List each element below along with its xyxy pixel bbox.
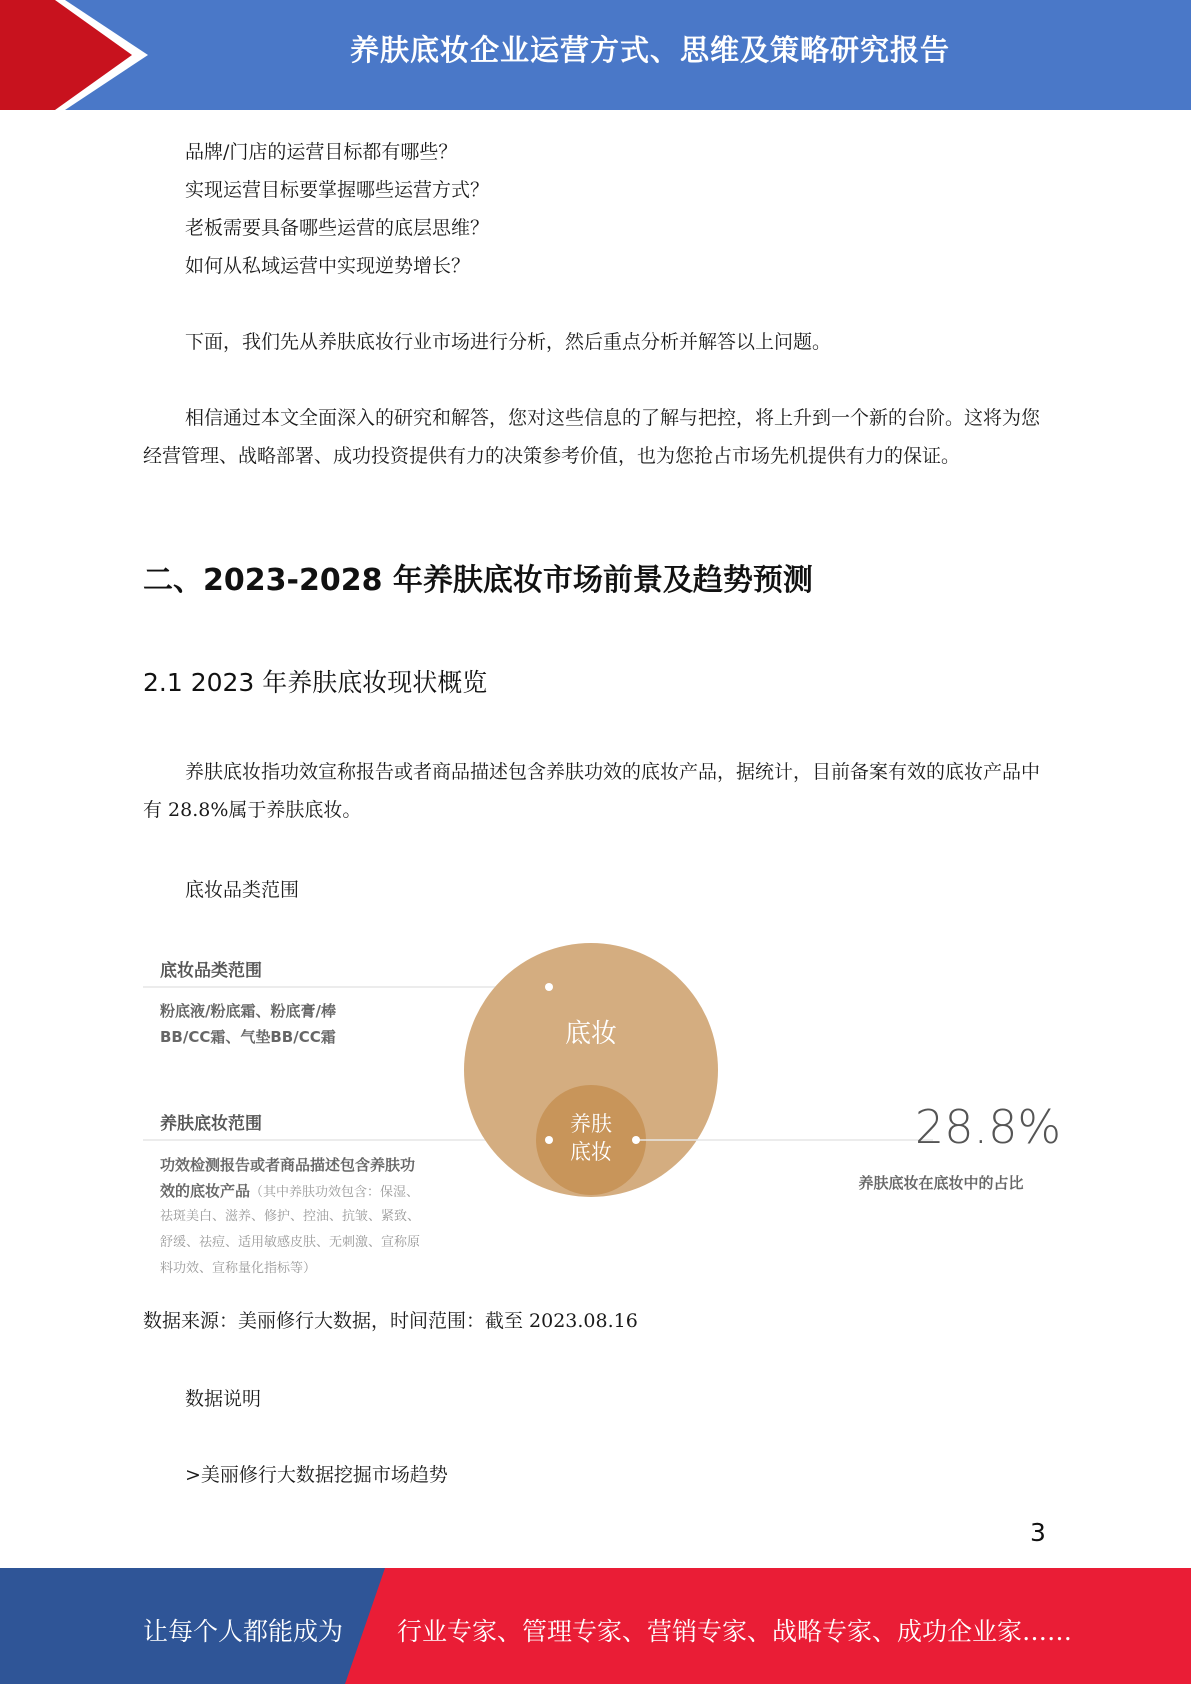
page-number: 3: [1030, 1518, 1046, 1547]
footer-slogan-left: 让每个人都能成为: [143, 1617, 344, 1646]
footer-slogan-right: 行业专家、管理专家、营销专家、战略专家、成功企业家……: [397, 1617, 1073, 1646]
intro-question: 如何从私域运营中实现逆势增长？: [185, 255, 471, 277]
paragraph-overview: 养肤底妆指功效宣称报告或者商品描述包含养肤功效的底妆产品，据统计，目前备案有效的底妆产品中有 28.8%属于养肤底妆。: [143, 761, 1041, 821]
small-circle-line: 底妆: [570, 1140, 612, 1164]
group2-title: 养肤底妆范围: [160, 1114, 262, 1134]
figure-caption: 底妆品类范围: [185, 879, 300, 901]
group1-line: 粉底液/粉底霜、粉底膏/棒: [160, 1002, 336, 1020]
group2-line: 舒缓、祛痘、适用敏感皮肤、无刺激、宣称原: [160, 1235, 421, 1250]
source-note: 数据来源：美丽修行大数据，时间范围：截至 2023.08.16: [143, 1310, 638, 1332]
group2-line-bold: 效的底妆产品: [160, 1182, 251, 1200]
category-figure: [143, 930, 1062, 1285]
group2-line: [160, 1178, 419, 1206]
group2-line: 祛斑美白、滋养、修护、控油、抗皱、紧致、: [160, 1209, 421, 1224]
data-desc-item: >美丽修行大数据挖掘市场趋势: [185, 1464, 448, 1486]
percent-caption: 养肤底妆在底妆中的占比: [858, 1174, 1024, 1192]
paragraph-value: 相信通过本文全面深入的研究和解答，您对这些信息的了解与把控，将上升到一个新的台阶。这将为您经营管理、战略部署、成功投资提供有力的决策参考价值，也为您抢占市场先机提供有力的保证。: [143, 407, 1041, 467]
small-circle-line: 养肤: [570, 1112, 612, 1136]
small-circle-label: [541, 1110, 641, 1166]
group1-line: BB/CC霜、气垫BB/CC霜: [160, 1028, 336, 1046]
group2-line: 料功效、宣称量化指标等）: [160, 1261, 317, 1276]
intro-question: 老板需要具备哪些运营的底层思维？: [185, 217, 490, 239]
big-circle-label: 底妆: [564, 1019, 617, 1049]
report-title: 养肤底妆企业运营方式、思维及策略研究报告: [349, 33, 950, 67]
section-heading: 二、2023-2028 年养肤底妆市场前景及趋势预测: [143, 563, 813, 598]
sub-heading: 2.1 2023 年养肤底妆现状概览: [143, 668, 488, 697]
group1-title: 底妆品类范围: [160, 961, 262, 981]
group2-line-light: （其中养肤功效包含：保湿、: [250, 1185, 420, 1200]
data-desc-label: 数据说明: [185, 1388, 262, 1410]
group2-line: 功效检测报告或者商品描述包含养肤功: [160, 1156, 416, 1174]
paragraph-next: 下面，我们先从养肤底妆行业市场进行分析，然后重点分析并解答以上问题。: [185, 331, 832, 353]
intro-question: 实现运营目标要掌握哪些运营方式？: [185, 179, 490, 201]
connector-dot: [545, 983, 553, 991]
percent-value: 28.8%: [914, 1100, 1062, 1154]
header-arrow-icon: [0, 0, 150, 110]
intro-question: 品牌/门店的运营目标都有哪些？: [185, 141, 458, 163]
